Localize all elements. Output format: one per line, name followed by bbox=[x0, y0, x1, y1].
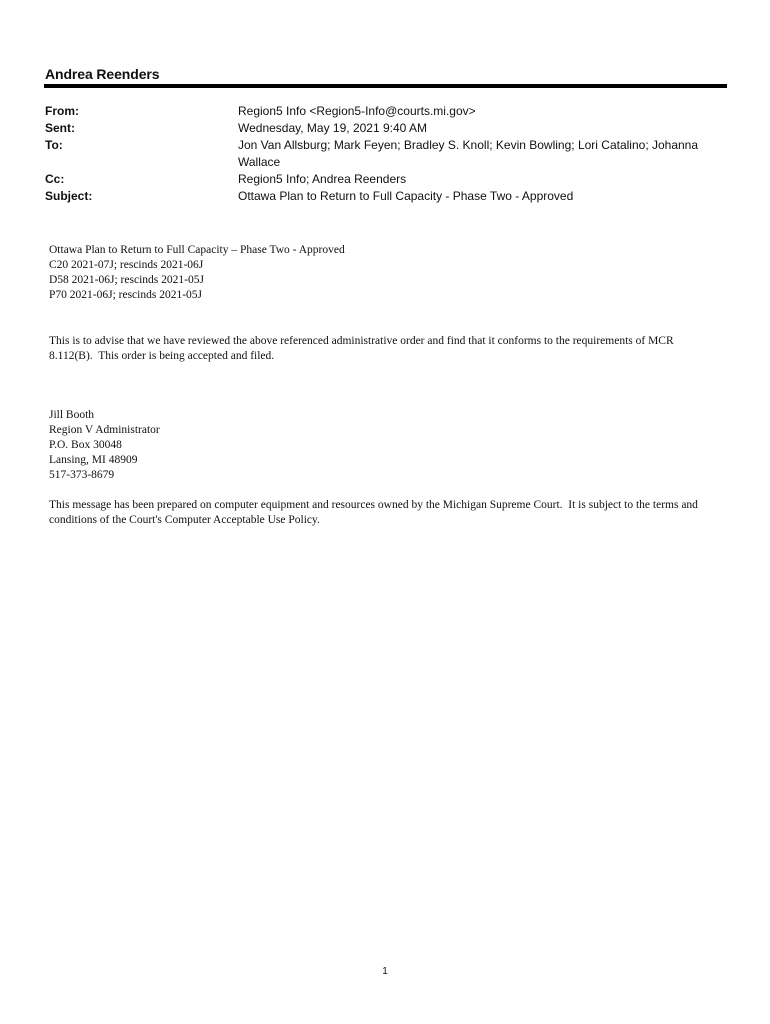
field-sent bbox=[45, 120, 725, 137]
field-sent-value: Wednesday, May 19, 2021 9:40 AM bbox=[238, 121, 428, 135]
email-sender-title: Andrea Reenders bbox=[45, 66, 160, 82]
signature-line: P.O. Box 30048 bbox=[49, 439, 122, 451]
header-divider bbox=[44, 84, 727, 88]
field-cc bbox=[45, 171, 725, 188]
field-subject-value: Ottawa Plan to Return to Full Capacity - Phase Two - Approved bbox=[238, 189, 574, 203]
order-references bbox=[49, 243, 719, 303]
order-line: Ottawa Plan to Return to Full Capacity – Phase Two - Approved bbox=[49, 244, 345, 256]
field-to bbox=[45, 137, 725, 171]
approval-notice bbox=[49, 334, 719, 364]
field-from bbox=[45, 103, 725, 120]
approval-notice-text: This is to advise that we have reviewed the above referenced administrative order and find that it conforms to the requirements of MCR 8.112(B). This order is being accepted and filed. bbox=[49, 335, 677, 362]
field-sent-label: Sent: bbox=[45, 121, 75, 135]
signature-line: Jill Booth bbox=[49, 409, 95, 421]
field-from-value: Region5 Info <Region5-Info@courts.mi.gov> bbox=[238, 104, 476, 118]
field-cc-value: Region5 Info; Andrea Reenders bbox=[238, 172, 407, 186]
signature-line: 517-373-8679 bbox=[49, 469, 115, 481]
field-to-value: Jon Van Allsburg; Mark Feyen; Bradley S. Knoll; Kevin Bowling; Lori Catalino; Johanna Wallace bbox=[238, 138, 699, 169]
signature-line: Region V Administrator bbox=[49, 424, 160, 436]
field-subject bbox=[45, 188, 725, 205]
signature-block bbox=[49, 408, 719, 483]
order-line: P70 2021-06J; rescinds 2021-05J bbox=[49, 289, 203, 301]
field-subject-label: Subject: bbox=[45, 189, 93, 203]
order-line: D58 2021-06J; rescinds 2021-05J bbox=[49, 274, 204, 286]
field-to-label: To: bbox=[45, 138, 63, 152]
order-line: C20 2021-07J; rescinds 2021-06J bbox=[49, 259, 204, 271]
email-header-fields bbox=[45, 103, 725, 205]
disclaimer-text: This message has been prepared on computer equipment and resources owned by the Michigan Supreme Court. It is subject to the terms and conditions of the Court's Computer Acceptable Use Policy. bbox=[49, 499, 701, 526]
field-from-label: From: bbox=[45, 104, 79, 118]
field-cc-label: Cc: bbox=[45, 172, 65, 186]
disclaimer bbox=[49, 498, 719, 528]
page-number: 1 bbox=[382, 966, 388, 977]
signature-line: Lansing, MI 48909 bbox=[49, 454, 138, 466]
